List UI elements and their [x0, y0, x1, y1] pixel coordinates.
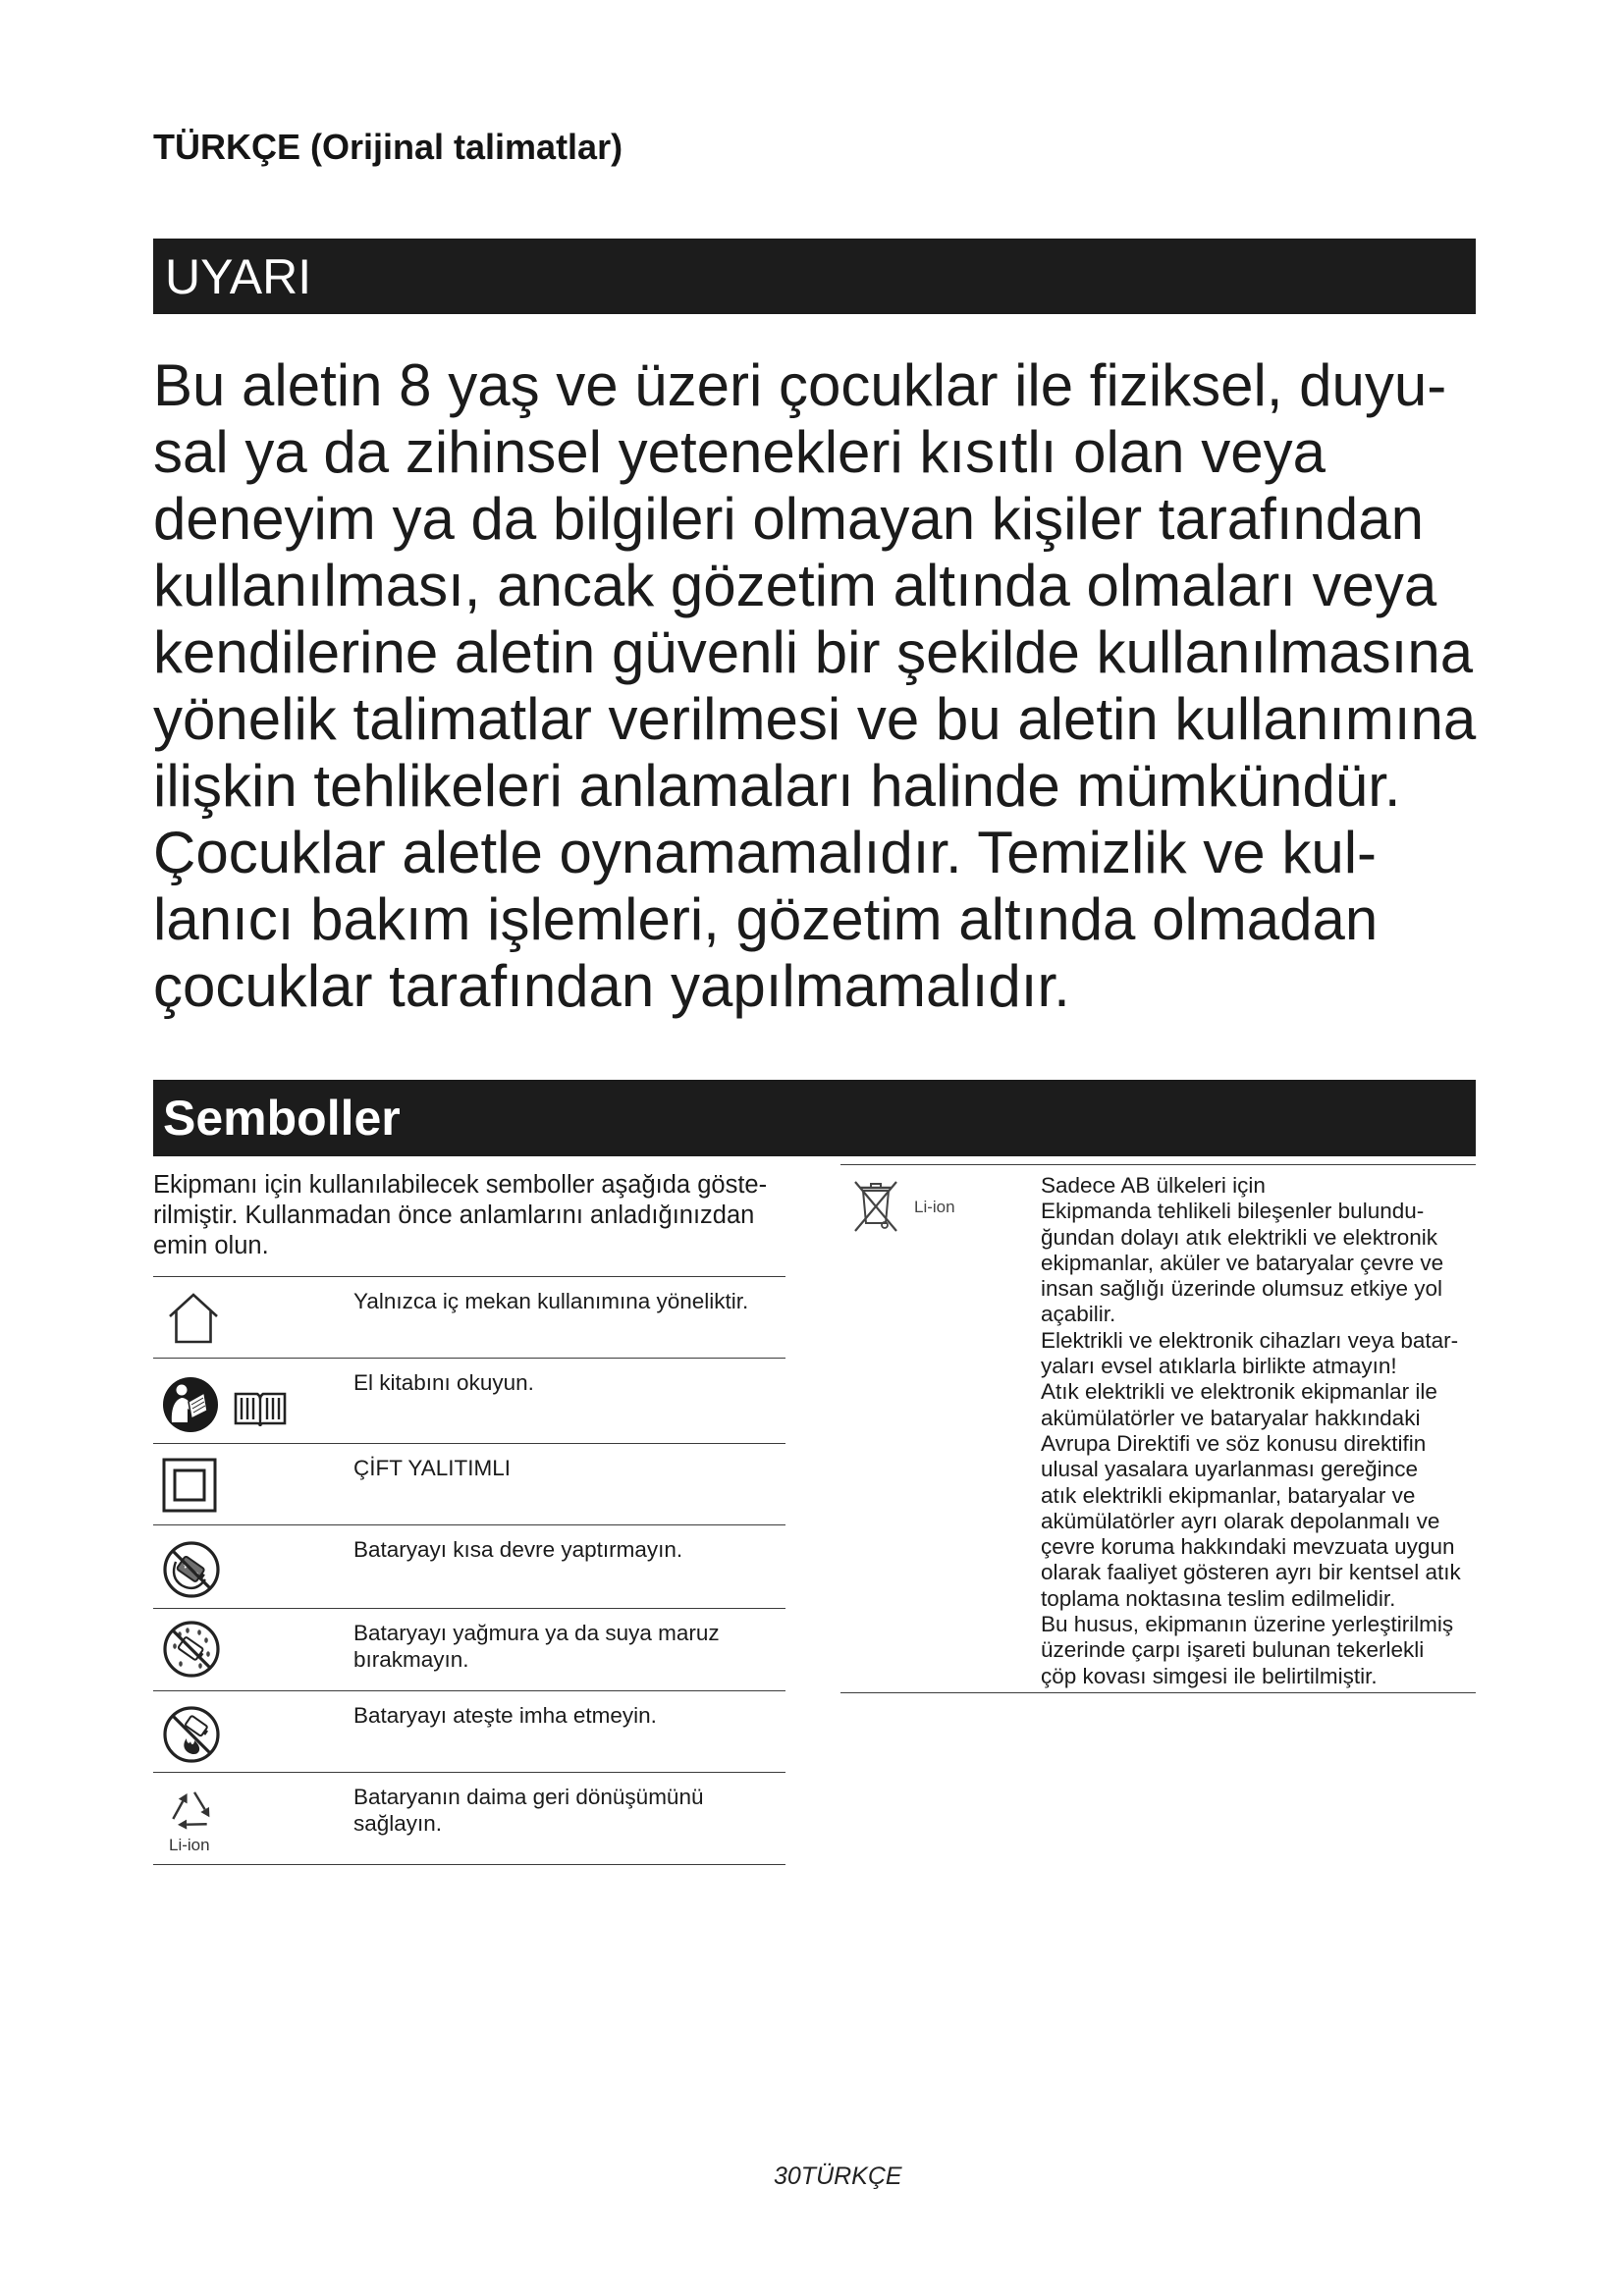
weee-description-line: ulusal yasalara uyarlanması gereğince	[1041, 1457, 1418, 1482]
warning-line: deneyim ya da bilgileri olmayan kişiler tarafından	[153, 486, 1424, 552]
symbol-row	[153, 1443, 785, 1524]
symbol-description-line: Bataryanın daima geri dönüşümünü	[353, 1785, 704, 1809]
warning-line: Çocuklar aletle oynamamalıdır. Temizlik ve kul-	[153, 820, 1378, 885]
no-battery-water-icon	[162, 1620, 221, 1679]
weee-disposal-section	[840, 1164, 1476, 1693]
symbols-intro	[153, 1170, 767, 1261]
weee-description-line: olarak faaliyet gösteren ayrı bir kentsel atık	[1041, 1560, 1461, 1585]
warning-heading: UYARI	[165, 249, 312, 304]
weee-description-line: çevre koruma hakkındaki mevzuata uygun	[1041, 1534, 1455, 1560]
symbols-intro-line: Ekipmanı için kullanılabilecek semboller aşağıda göste-	[153, 1171, 768, 1199]
weee-description-line: toplama noktasına teslim edilmelidir.	[1041, 1585, 1396, 1611]
symbols-intro-line: emin olun.	[153, 1232, 269, 1259]
weee-description-line: Sadece AB ülkeleri için	[1041, 1173, 1266, 1198]
no-battery-short-circuit-icon	[162, 1540, 221, 1599]
weee-description-line: insan sağlığı üzerinde olumsuz etkiye yol	[1041, 1276, 1442, 1302]
weee-description-line: yaları evsel atıklarla birlikte atmayın!	[1041, 1354, 1397, 1379]
weee-description-line: ğundan dolayı atık elektrikli ve elektronik	[1041, 1224, 1437, 1250]
symbol-description-line: Yalnızca iç mekan kullanımına yöneliktir.	[353, 1289, 749, 1313]
battery-recycle-icon	[165, 1781, 218, 1834]
weee-description-line: Elektrikli ve elektronik cihazları veya batar-	[1041, 1327, 1459, 1353]
warning-line: sal ya da zihinsel yetenekleri kısıtlı olan veya	[153, 419, 1326, 485]
symbols-table	[153, 1276, 785, 1865]
symbol-row	[153, 1690, 785, 1772]
symbol-row	[153, 1276, 785, 1358]
weee-description-line: Avrupa Direktifi ve söz konusu direktifin	[1041, 1430, 1427, 1456]
house-indoor-use-icon	[167, 1291, 220, 1345]
symbol-row	[153, 1524, 785, 1608]
symbols-heading-bar	[153, 1080, 1476, 1156]
weee-description-line: çöp kovası simgesi ile belirtilmiştir.	[1041, 1663, 1378, 1688]
weee-description-line: Ekipmanda tehlikeli bileşenler bulundu-	[1041, 1199, 1425, 1224]
symbol-row	[153, 1608, 785, 1690]
weee-description-line: akümülatörler ayrı olarak depolanmalı ve	[1041, 1508, 1440, 1533]
symbol-description	[353, 1536, 682, 1563]
crossed-out-wheelie-bin-icon	[851, 1178, 900, 1235]
symbol-description	[353, 1784, 703, 1837]
warning-line: ilişkin tehlikeleri anlamaları halinde mümkündür.	[153, 753, 1401, 819]
page-footer: 30TÜRKÇE	[774, 2163, 902, 2190]
symbol-row	[153, 1358, 785, 1443]
symbol-description	[353, 1702, 657, 1729]
symbol-description-line: ÇİFT YALITIMLI	[353, 1456, 512, 1480]
document-title: TÜRKÇE (Orijinal talimatlar)	[153, 127, 623, 167]
weee-description-line: Atık elektrikli ve elektronik ekipmanlar ile	[1041, 1379, 1437, 1405]
warning-line: kendilerine aletin güvenli bir şekilde kullanılmasına	[153, 619, 1474, 685]
symbol-description	[353, 1369, 534, 1396]
warning-line: lanıcı bakım işlemleri, gözetim altında olmadan	[153, 886, 1379, 952]
weee-description	[1041, 1173, 1461, 1689]
symbol-description-line: El kitabını okuyun.	[353, 1370, 534, 1395]
symbol-description-line: Bataryayı yağmura ya da suya maruz	[353, 1621, 720, 1645]
warning-line: yönelik talimatlar verilmesi ve bu aletin kullanımına	[153, 686, 1477, 752]
double-insulation-icon	[162, 1458, 217, 1513]
symbol-description-line: Bataryayı kısa devre yaptırmayın.	[353, 1537, 683, 1562]
symbols-intro-line: rilmiştir. Kullanmadan önce anlamlarını anladığınızdan	[153, 1201, 755, 1229]
no-battery-fire-icon	[162, 1705, 221, 1764]
warning-heading-bar	[153, 239, 1476, 314]
symbol-description-line: sağlayın.	[353, 1811, 443, 1836]
symbol-description	[353, 1288, 748, 1314]
weee-description-line: Bu husus, ekipmanın üzerine yerleştirilmiş	[1041, 1612, 1454, 1637]
open-book-icon	[233, 1390, 288, 1430]
warning-line: kullanılması, ancak gözetim altında olmaları veya	[153, 553, 1437, 618]
weee-description-line: üzerinde çarpı işareti bulunan tekerlekli	[1041, 1637, 1425, 1663]
symbols-heading: Semboller	[163, 1091, 401, 1146]
person-reading-manual-icon	[161, 1375, 220, 1434]
warning-paragraph	[153, 352, 1476, 1020]
symbol-description	[353, 1620, 720, 1673]
weee-description-line: ekipmanlar, aküler ve bataryalar çevre ve	[1041, 1250, 1444, 1275]
warning-line: çocuklar tarafından yapılmamalıdır.	[153, 953, 1070, 1019]
li-ion-label: Li-ion	[914, 1198, 955, 1216]
weee-description-line: açabilir.	[1041, 1302, 1116, 1327]
symbol-row	[153, 1772, 785, 1865]
symbol-description-line: bırakmayın.	[353, 1647, 469, 1672]
weee-description-line: akümülatörler ve bataryalar hakkındaki	[1041, 1405, 1421, 1430]
li-ion-label: Li-ion	[169, 1836, 210, 1854]
symbol-description	[353, 1455, 511, 1481]
weee-description-line: atık elektrikli ekipmanlar, bataryalar ve	[1041, 1482, 1416, 1508]
symbol-description-line: Bataryayı ateşte imha etmeyin.	[353, 1703, 657, 1728]
warning-line: Bu aletin 8 yaş ve üzeri çocuklar ile fiziksel, duyu-	[153, 352, 1447, 418]
